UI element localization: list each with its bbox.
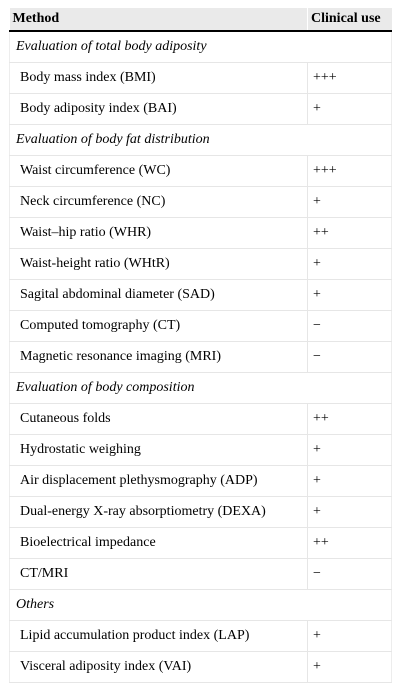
method-cell: Dual-energy X-ray absorptiometry (DEXA) (10, 497, 308, 528)
table-row (10, 218, 392, 249)
clinical-use-cell: + (308, 621, 392, 652)
clinical-use-cell: − (308, 342, 392, 373)
clinical-use-cell: + (308, 497, 392, 528)
method-cell: Hydrostatic weighing (10, 435, 308, 466)
table-row (10, 187, 392, 218)
clinical-use-cell: + (308, 249, 392, 280)
column-header-method: Method (10, 8, 308, 31)
clinical-use-cell: +++ (308, 63, 392, 94)
method-cell: Computed tomography (CT) (10, 311, 308, 342)
method-cell: Waist-height ratio (WHtR) (10, 249, 308, 280)
table-row (10, 435, 392, 466)
clinical-use-cell: − (308, 559, 392, 590)
table-row (10, 63, 392, 94)
method-cell: Body adiposity index (BAI) (10, 94, 308, 125)
clinical-use-cell: − (308, 311, 392, 342)
section-title: Evaluation of total body adiposity (10, 31, 392, 63)
table-row (10, 652, 392, 683)
section-title: Evaluation of body fat distribution (10, 125, 392, 156)
method-cell: Sagital abdominal diameter (SAD) (10, 280, 308, 311)
table-row (10, 280, 392, 311)
clinical-use-cell: + (308, 435, 392, 466)
clinical-use-cell: + (308, 280, 392, 311)
clinical-use-cell: + (308, 652, 392, 683)
table-row (10, 404, 392, 435)
methods-table (9, 8, 392, 683)
method-cell: Lipid accumulation product index (LAP) (10, 621, 308, 652)
table-header-row (10, 8, 392, 31)
clinical-use-cell: ++ (308, 404, 392, 435)
section-title: Others (10, 590, 392, 621)
table-row (10, 249, 392, 280)
method-cell: Visceral adiposity index (VAI) (10, 652, 308, 683)
table-row (10, 311, 392, 342)
table-row (10, 94, 392, 125)
method-cell: Bioelectrical impedance (10, 528, 308, 559)
method-cell: CT/MRI (10, 559, 308, 590)
section-row (10, 373, 392, 404)
column-header-clinical-use: Clinical use (308, 8, 392, 31)
clinical-use-cell: + (308, 94, 392, 125)
table-row (10, 156, 392, 187)
table-row (10, 621, 392, 652)
method-cell: Magnetic resonance imaging (MRI) (10, 342, 308, 373)
table-body (10, 31, 392, 683)
section-row (10, 125, 392, 156)
section-title: Evaluation of body composition (10, 373, 392, 404)
method-cell: Cutaneous folds (10, 404, 308, 435)
clinical-use-cell: ++ (308, 218, 392, 249)
table-row (10, 342, 392, 373)
clinical-use-cell: +++ (308, 156, 392, 187)
method-cell: Waist–hip ratio (WHR) (10, 218, 308, 249)
method-cell: Neck circumference (NC) (10, 187, 308, 218)
clinical-use-cell: ++ (308, 528, 392, 559)
method-cell: Waist circumference (WC) (10, 156, 308, 187)
table-row (10, 559, 392, 590)
clinical-use-cell: + (308, 187, 392, 218)
table-row (10, 466, 392, 497)
section-row (10, 590, 392, 621)
table-row (10, 528, 392, 559)
clinical-use-cell: + (308, 466, 392, 497)
section-row (10, 31, 392, 63)
table-row (10, 497, 392, 528)
method-cell: Body mass index (BMI) (10, 63, 308, 94)
method-cell: Air displacement plethysmography (ADP) (10, 466, 308, 497)
